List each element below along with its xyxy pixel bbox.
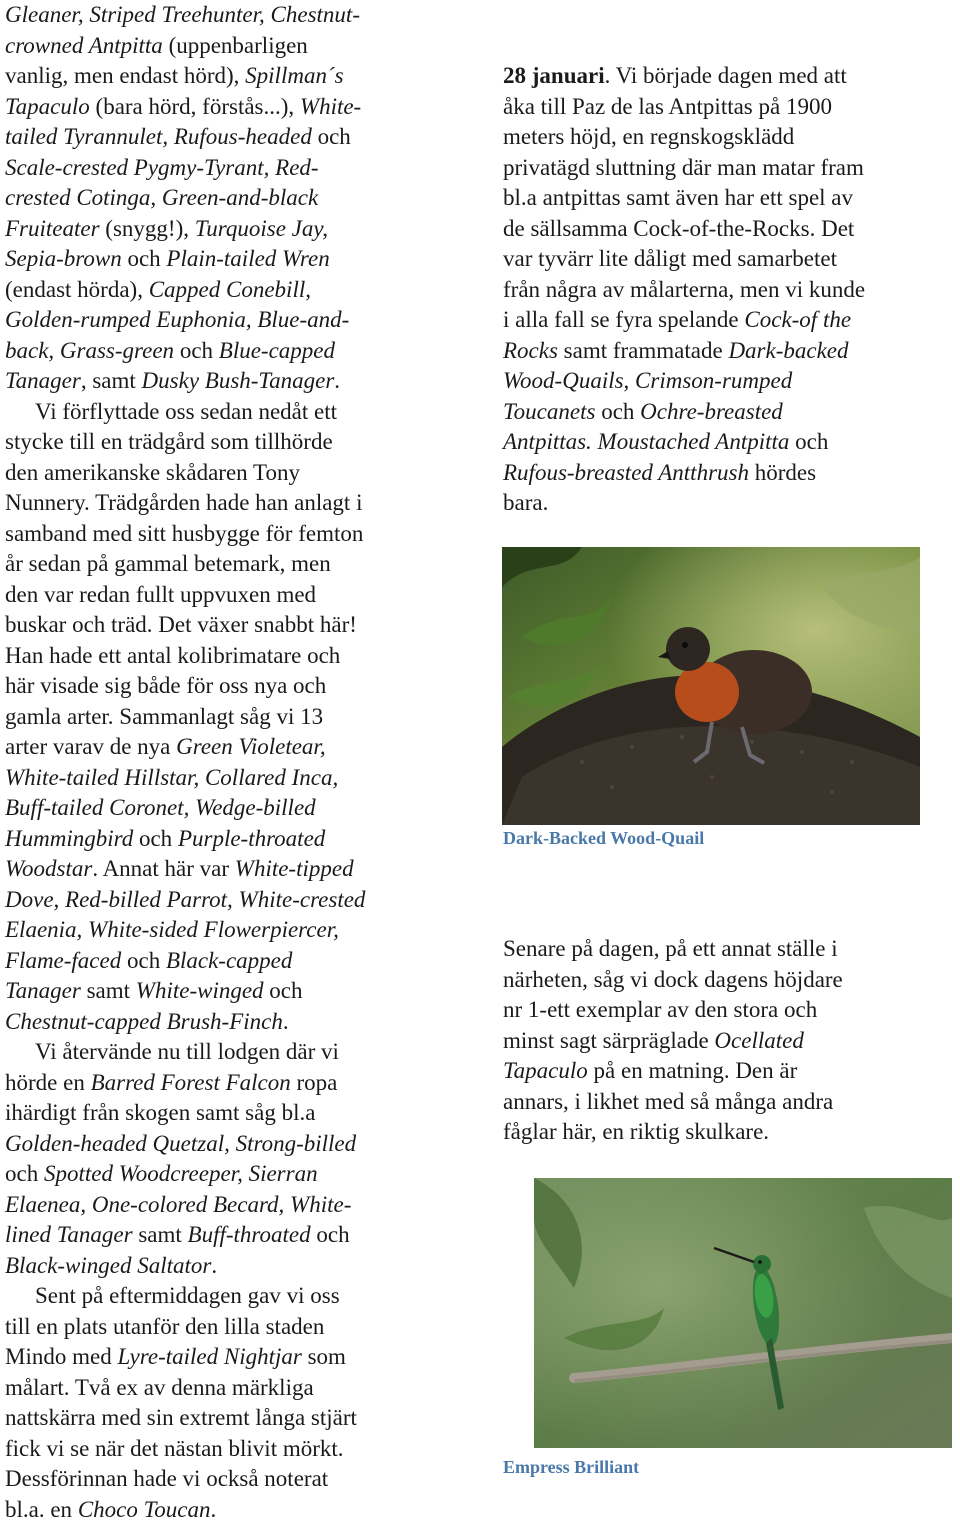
text-line: bl.a antpittas samt även har ett spel av: [503, 185, 853, 210]
left-column: [5, 0, 435, 1520]
text-line: fick vi se när det nästan blivit mörkt.: [5, 1435, 344, 1461]
text-line: Buff-tailed Coronet, Wedge-billed: [5, 795, 316, 820]
text-line: vanlig, men endast hörd), Spillman´s: [5, 63, 344, 88]
text-line: crowned Antpitta (uppenbarligen: [5, 32, 308, 58]
text-line: Gleaner, Striped Treehunter, Chestnut-: [5, 2, 360, 27]
text-line: Golden-headed Quetzal, Strong-billed: [5, 1130, 357, 1156]
text-line: Elaenea, One-colored Becard, White-: [5, 1191, 352, 1217]
text-line: Wood-Quails, Crimson-rumped: [503, 368, 793, 393]
text-line: minst sagt särpräglade Ocellated: [503, 1027, 804, 1053]
text-line: i alla fall se fyra spelande Cock-of the: [503, 307, 852, 332]
text-line: nattskärra med sin extremt långa stjärt: [5, 1405, 357, 1430]
text-line: Tanager samt White-winged och: [5, 978, 303, 1003]
text-line: de sällsamma Cock-of-the-Rocks. Det: [503, 215, 855, 241]
text-line: var tyvärr lite dåligt med samarbetet: [503, 246, 838, 271]
text-line: fåglar här, en riktig skulkare.: [503, 1119, 770, 1144]
text-line: till en plats utanför den lilla staden: [5, 1313, 325, 1339]
text-line: stycke till en trädgård som tillhörde: [5, 429, 333, 454]
text-line: Vi återvände nu till lodgen där vi: [35, 1039, 339, 1064]
text-line: den amerikanske skådaren Tony: [5, 459, 300, 485]
text-line: bl.a. en Choco Toucan.: [5, 1496, 217, 1520]
hummingbird-photo: [534, 1178, 952, 1448]
right-column-middle: [503, 934, 933, 1148]
text-line: Sepia-brown och Plain-tailed Wren: [5, 246, 330, 271]
text-line: Golden-rumped Euphonia, Blue-and-: [5, 307, 350, 332]
text-line: nr 1-ett exemplar av den stora och: [503, 997, 818, 1022]
text-line: Dove, Red-billed Parrot, White-crested: [5, 886, 366, 912]
text-line: Black-winged Saltator.: [5, 1252, 218, 1278]
text-line: Fruiteater (snygg!), Turquoise Jay,: [5, 215, 329, 241]
text-line: privatägd sluttning där man matar fram: [503, 154, 864, 180]
text-line: arter varav de nya Green Violetear,: [5, 734, 326, 759]
photo-caption: Dark-Backed Wood-Quail: [503, 828, 705, 848]
text-line: Mindo med Lyre-tailed Nightjar som: [5, 1344, 346, 1369]
text-line: gamla arter. Sammanlagt såg vi 13: [5, 703, 324, 729]
text-line: Chestnut-capped Brush-Finch.: [5, 1008, 289, 1034]
photo-caption: Empress Brilliant: [503, 1457, 640, 1477]
text-line: år sedan på gammal betemark, men: [5, 551, 331, 576]
text-line: Elaenia, White-sided Flowerpiercer,: [5, 917, 339, 942]
text-line: Scale-crested Pygmy-Tyrant, Red-: [5, 154, 319, 180]
right-column-top: [503, 61, 933, 519]
text-line: buskar och träd. Det växer snabbt här!: [5, 612, 357, 637]
text-line: Sent på eftermiddagen gav vi oss: [35, 1283, 340, 1308]
text-line: meters höjd, en regnskogsklädd: [503, 124, 795, 149]
text-line: Nunnery. Trädgården hade han anlagt i: [5, 490, 363, 515]
text-line: den var redan fullt uppvuxen med: [5, 581, 317, 607]
text-line: Dessförinnan hade vi också noterat: [5, 1466, 329, 1491]
text-line: närheten, såg vi dock dagens höjdare: [503, 966, 843, 992]
text-line: Antpittas. Moustached Antpitta och: [503, 429, 829, 454]
text-line: hörde en Barred Forest Falcon ropa: [5, 1069, 338, 1095]
text-line: Rufous-breasted Antthrush hördes: [503, 459, 817, 485]
wood-quail-photo: [502, 547, 920, 825]
text-line: Tapaculo (bara hörd, förstås...), White-: [5, 93, 362, 119]
text-line: Tapaculo på en matning. Den är: [503, 1058, 798, 1083]
text-line: Flame-faced och Black-capped: [5, 947, 293, 973]
text-line: Han hade ett antal kolibrimatare och: [5, 642, 341, 668]
text-line: (endast hörda), Capped Conebill,: [5, 276, 311, 302]
text-line: 28 januari. Vi började dagen med att: [503, 63, 847, 88]
text-line: Vi förflyttade oss sedan nedåt ett: [35, 398, 337, 424]
text-line: åka till Paz de las Antpittas på 1900: [503, 93, 832, 119]
text-line: och Spotted Woodcreeper, Sierran: [5, 1161, 318, 1186]
text-line: samband med sitt husbygge för femton: [5, 520, 364, 546]
text-line: crested Cotinga, Green-and-black: [5, 185, 319, 210]
text-line: Senare på dagen, på ett annat ställe i: [503, 936, 838, 961]
text-line: Woodstar. Annat här var White-tipped: [5, 856, 354, 881]
text-line: Hummingbird och Purple-throated: [5, 825, 326, 851]
text-line: här visade sig både för oss nya och: [5, 673, 327, 698]
text-line: ihärdigt från skogen samt såg bl.a: [5, 1100, 316, 1125]
text-line: annars, i likhet med så många andra: [503, 1088, 834, 1114]
text-line: målart. Två ex av denna märkliga: [5, 1374, 314, 1400]
text-line: Toucanets och Ochre-breasted: [503, 398, 783, 424]
text-line: lined Tanager samt Buff-throated och: [5, 1222, 350, 1247]
text-line: tailed Tyrannulet, Rufous-headed och: [5, 124, 351, 149]
text-line: White-tailed Hillstar, Collared Inca,: [5, 764, 339, 790]
text-line: bara.: [503, 490, 549, 515]
text-line: Rocks samt frammatade Dark-backed: [503, 337, 849, 363]
text-line: från några av målarterna, men vi kunde: [503, 276, 866, 302]
text-line: Tanager, samt Dusky Bush-Tanager.: [5, 368, 341, 393]
text-line: back, Grass-green och Blue-capped: [5, 337, 336, 363]
